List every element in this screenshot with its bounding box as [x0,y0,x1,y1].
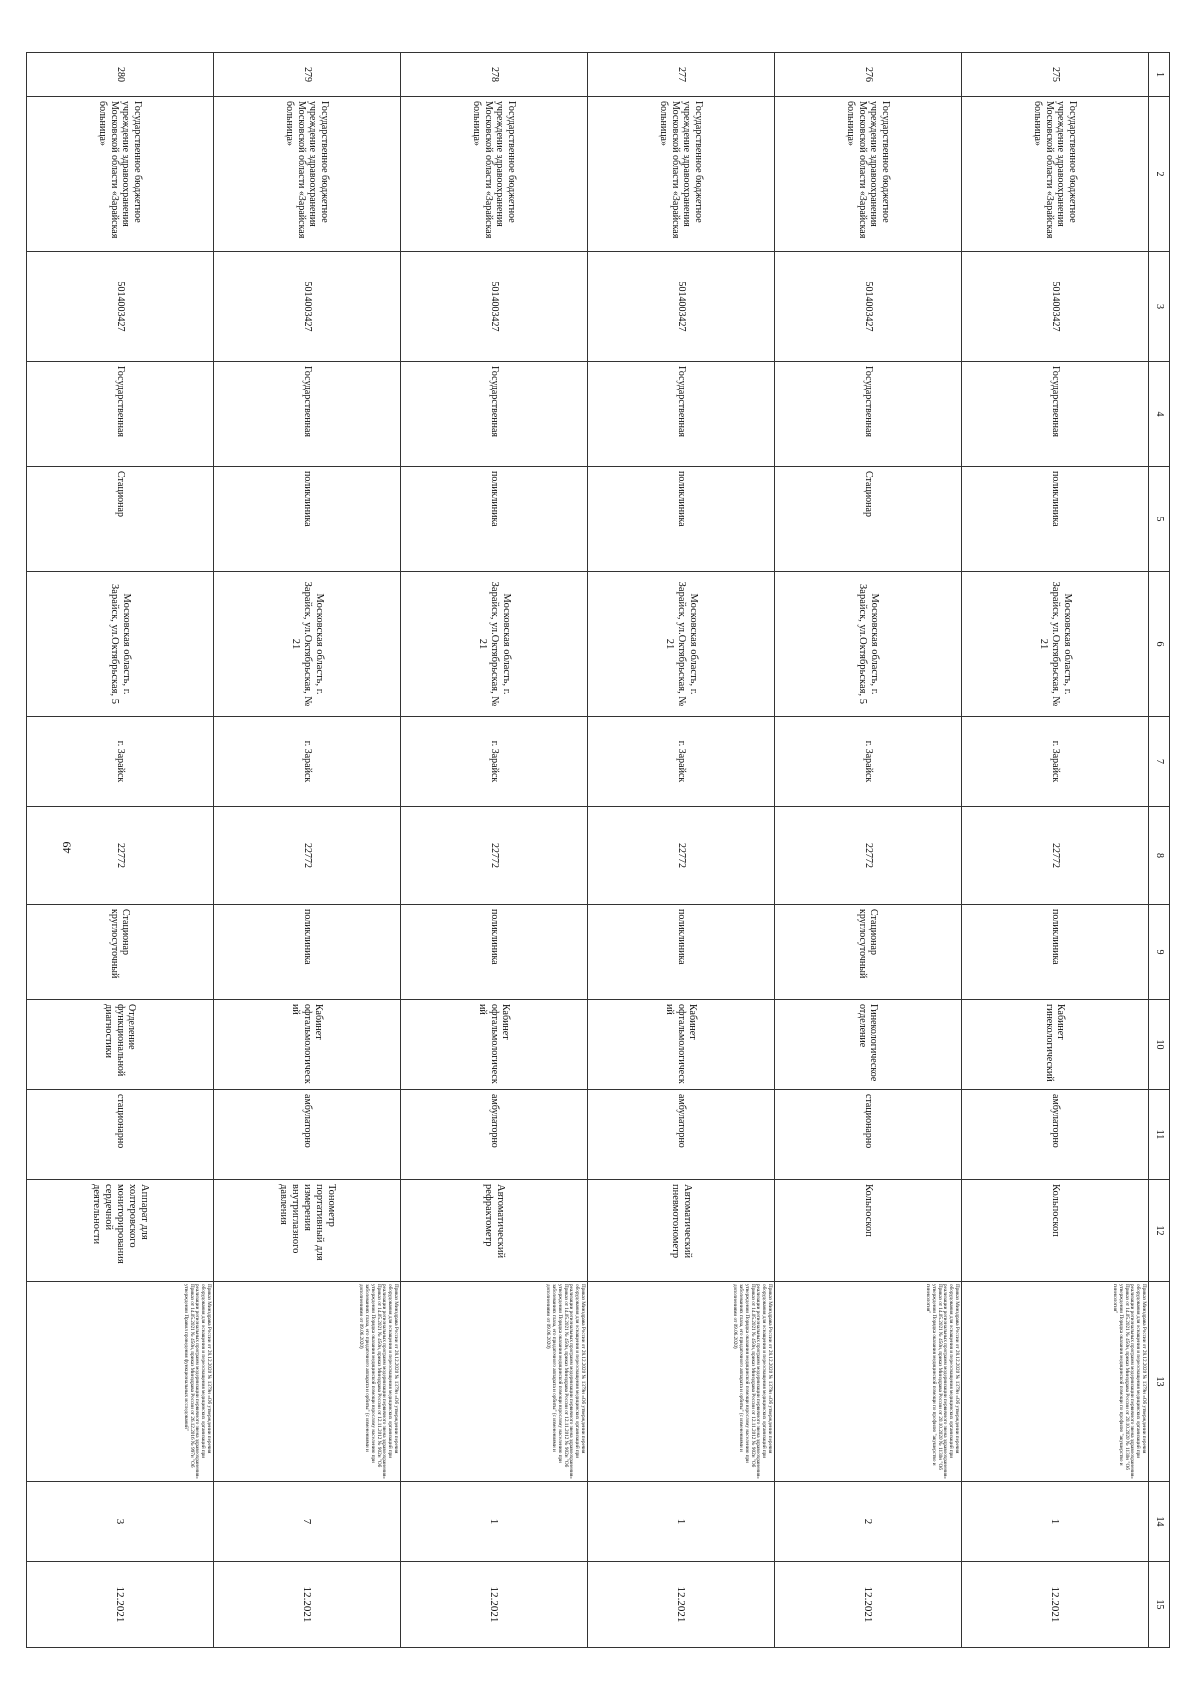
care-condition: амбулаторно [214,1090,401,1180]
inn-code: 5014003427 [962,252,1149,362]
delivery-date: 12.2021 [214,1562,401,1648]
organization-name: Государственное бюджетное учреждение здравоохранения Московской области «Зарайская больница» [962,97,1149,252]
row-number: 277 [588,53,775,97]
table-row [775,53,962,1648]
ownership-form: Государственная [775,362,962,467]
table-row [401,53,588,1648]
column-number: 6 [1149,572,1170,717]
column-number: 4 [1149,362,1170,467]
equipment-name: Аппарат для холтеровского мониторирования сердечной деятельности [27,1180,214,1282]
oktmo-code: 22772 [401,807,588,905]
column-number: 5 [1149,467,1170,572]
city: г. Зарайск [588,717,775,807]
address: Московская область, г. Зарайск, ул.Октябрьская, 5 [27,572,214,717]
equipment-name: Автоматический рефрактометр [401,1180,588,1282]
equipment-name: Тонометр портативный для измерения внутриглазного давления [214,1180,401,1282]
address: Московская область, г. Зарайск, ул.Октябрьская, № 21 [588,572,775,717]
regulatory-document: Приказ Минздрава России от 28.12.2020 № 1379н «Об утверждении перечня оборудования для оснащения и переоснащения медицинских организаций при реализации региональных программ модернизации первичного звена здравоохранения» Приказ от 14.05.2021 № 450н, приказ Минздрава России от 26.12.2016 № 997н "Об утверждении Правил проведения функциональных исследований" [27,1282,214,1482]
quantity: 1 [962,1482,1149,1562]
quantity: 1 [588,1482,775,1562]
table-row [214,53,401,1648]
column-number: 13 [1149,1282,1170,1482]
city: г. Зарайск [775,717,962,807]
column-number: 11 [1149,1090,1170,1180]
ownership-form: Государственная [962,362,1149,467]
oktmo-code: 22772 [214,807,401,905]
column-number: 2 [1149,97,1170,252]
page-number: 49 [59,841,74,854]
regulatory-document: Приказ Минздрава России от 28.12.2020 № 1379н «Об утверждении перечня оборудования для оснащения и переоснащения медицинских организаций при реализации региональных программ модернизации первичного звена здравоохранения» Приказ от 14.05.2021 № 450н, приказ Минздрава России от 20.10.2020 № 1130н "Об утверждении Порядка оказания медицинской помощи по профилю "акушерство и гинекология" [775,1282,962,1482]
table-row [962,53,1149,1648]
inn-code: 5014003427 [214,252,401,362]
delivery-date: 12.2021 [588,1562,775,1648]
department: Гинекологическое отделение [775,1000,962,1090]
ownership-form: Государственная [588,362,775,467]
oktmo-code: 22772 [962,807,1149,905]
inn-code: 5014003427 [27,252,214,362]
care-condition: стационарно [775,1090,962,1180]
column-number: 3 [1149,252,1170,362]
unit-type: Стационар [27,467,214,572]
organization-name: Государственное бюджетное учреждение здравоохранения Московской области «Зарайская больница» [588,97,775,252]
quantity: 7 [214,1482,401,1562]
address: Московская область, г. Зарайск, ул.Октябрьская, № 21 [214,572,401,717]
unit-type: поликлиника [588,467,775,572]
care-condition: амбулаторно [401,1090,588,1180]
delivery-date: 12.2021 [27,1562,214,1648]
column-number: 8 [1149,807,1170,905]
row-number: 279 [214,53,401,97]
structural-unit: поликлиника [214,905,401,1000]
rotated-table-container [60,52,1170,1647]
unit-type: поликлиника [401,467,588,572]
care-condition: амбулаторно [962,1090,1149,1180]
row-number: 276 [775,53,962,97]
oktmo-code: 22772 [27,807,214,905]
equipment-name: Кольпоскоп [775,1180,962,1282]
regulatory-document: Приказ Минздрава России от 28.12.2020 № 1379н «Об утверждении перечня оборудования для оснащения и переоснащения медицинских организаций при реализации региональных программ модернизации первичного звена здравоохранения» Приказ от 14.05.2021 № 450н, приказ Минздрава России от 12.11.2012 № 902н "Об утверждении Порядка оказания медицинской помощи взрослому населению при заболеваниях глаза, его придаточного аппарата и орбиты" (с изменениями и дополнениями от 09.06.2020) [401,1282,588,1482]
care-condition: амбулаторно [588,1090,775,1180]
delivery-date: 12.2021 [962,1562,1149,1648]
inn-code: 5014003427 [401,252,588,362]
regulatory-document: Приказ Минздрава России от 28.12.2020 № 1379н «Об утверждении перечня оборудования для оснащения и переоснащения медицинских организаций при реализации региональных программ модернизации первичного звена здравоохранения» Приказ от 14.05.2021 № 450н, приказ Минздрава России от 12.11.2012 № 902н "Об утверждении Порядка оказания медицинской помощи взрослому населению при заболеваниях глаза, его придаточного аппарата и орбиты" (с изменениями и дополнениями от 09.06.2020) [588,1282,775,1482]
ownership-form: Государственная [27,362,214,467]
regulatory-document: Приказ Минздрава России от 28.12.2020 № 1379н «Об утверждении перечня оборудования для оснащения и переоснащения медицинских организаций при реализации региональных программ модернизации первичного звена здравоохранения» Приказ от 14.05.2021 № 450н, приказ Минздрава России от 12.11.2012 № 902н "Об утверждении Порядка оказания медицинской помощи взрослому населению при заболеваниях глаза, его придаточного аппарата и орбиты" (с изменениями и дополнениями от 09.06.2020) [214,1282,401,1482]
row-number: 275 [962,53,1149,97]
unit-type: поликлиника [962,467,1149,572]
column-number: 7 [1149,717,1170,807]
city: г. Зарайск [962,717,1149,807]
table-row [588,53,775,1648]
ownership-form: Государственная [214,362,401,467]
city: г. Зарайск [214,717,401,807]
organization-name: Государственное бюджетное учреждение здравоохранения Московской области «Зарайская больница» [27,97,214,252]
structural-unit: поликлиника [401,905,588,1000]
equipment-name: Автоматический пневмотонометр [588,1180,775,1282]
address: Московская область, г. Зарайск, ул.Октябрьская, 5 [775,572,962,717]
equipment-name: Кольпоскоп [962,1180,1149,1282]
regulatory-document: Приказ Минздрава России от 28.12.2020 № 1379н «Об утверждении перечня оборудования для оснащения и переоснащения медицинских организаций при реализации региональных программ модернизации первичного звена здравоохранения» Приказ от 14.05.2021 № 450н, приказ Минздрава России от 20.10.2020 № 1130н "Об утверждении Порядка оказания медицинской помощи по профилю "акушерство и гинекология" [962,1282,1149,1482]
unit-type: Стационар [775,467,962,572]
department: Кабинет офтальмологический [214,1000,401,1090]
row-number: 278 [401,53,588,97]
unit-type: поликлиника [214,467,401,572]
oktmo-code: 22772 [588,807,775,905]
quantity: 2 [775,1482,962,1562]
quantity: 3 [27,1482,214,1562]
organization-name: Государственное бюджетное учреждение здравоохранения Московской области «Зарайская больница» [775,97,962,252]
care-condition: стационарно [27,1090,214,1180]
department: Кабинет гинекологический [962,1000,1149,1090]
ownership-form: Государственная [401,362,588,467]
column-number: 9 [1149,905,1170,1000]
inn-code: 5014003427 [588,252,775,362]
column-number: 10 [1149,1000,1170,1090]
organization-name: Государственное бюджетное учреждение здравоохранения Московской области «Зарайская больница» [401,97,588,252]
city: г. Зарайск [401,717,588,807]
address: Московская область, г. Зарайск, ул.Октябрьская, № 21 [401,572,588,717]
delivery-date: 12.2021 [775,1562,962,1648]
inn-code: 5014003427 [775,252,962,362]
city: г. Зарайск [27,717,214,807]
column-number: 12 [1149,1180,1170,1282]
organization-name: Государственное бюджетное учреждение здравоохранения Московской области «Зарайская больница» [214,97,401,252]
department: Кабинет офтальмологический [401,1000,588,1090]
structural-unit: поликлиника [588,905,775,1000]
column-number: 14 [1149,1482,1170,1562]
table-row [27,53,214,1648]
structural-unit: Стационар круглосуточный [27,905,214,1000]
equipment-table [26,52,1170,1648]
column-number-row [1149,53,1170,1648]
structural-unit: поликлиника [962,905,1149,1000]
oktmo-code: 22772 [775,807,962,905]
quantity: 1 [401,1482,588,1562]
delivery-date: 12.2021 [401,1562,588,1648]
row-number: 280 [27,53,214,97]
address: Московская область, г. Зарайск, ул.Октябрьская, № 21 [962,572,1149,717]
structural-unit: Стационар круглосуточный [775,905,962,1000]
department: Кабинет офтальмологический [588,1000,775,1090]
department: Отделение функциональной диагностики [27,1000,214,1090]
column-number: 15 [1149,1562,1170,1648]
column-number: 1 [1149,53,1170,97]
